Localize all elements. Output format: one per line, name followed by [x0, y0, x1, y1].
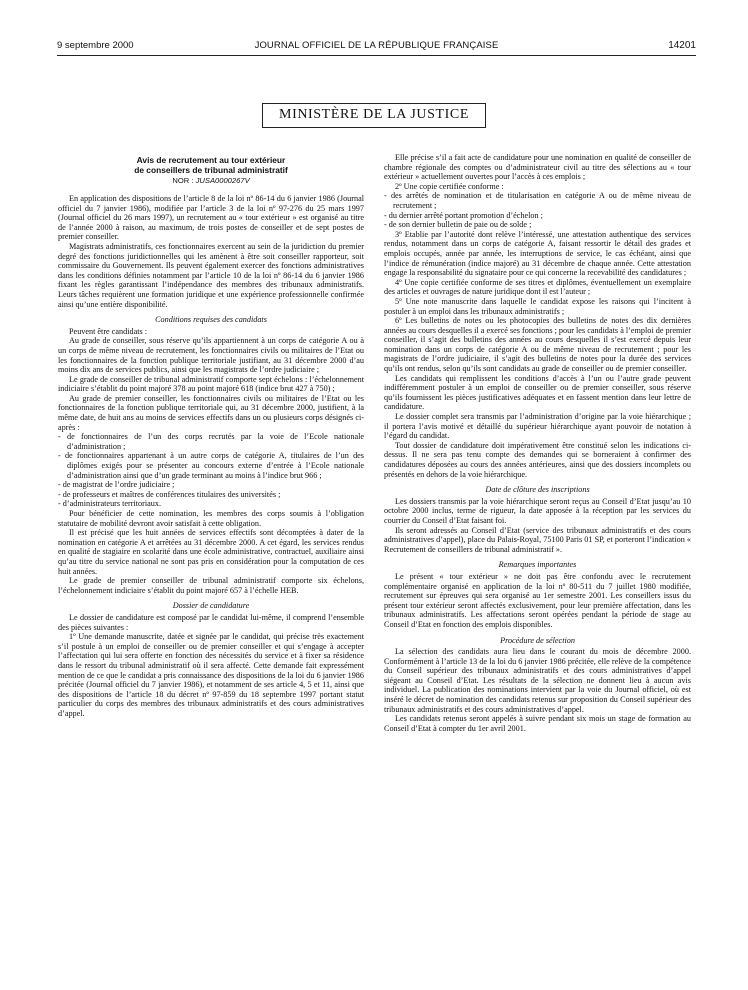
paragraph: Il est précisé que les huit années de services effectifs sont décomptées à dater de la nomination en catégorie A et arrêtées au 31 décembre 2000. A cet égard, les services rendus en qualité de stagiaire en scolarité dans une école administrative, contractuel, auxiliaire ainsi qu’au titre du service national ne sont pas pris en considération pour la computation de ces huit années. — [58, 528, 364, 576]
paragraph: 1º Une demande manuscrite, datée et signée par le candidat, qui précise très exactement s’il postule à un emploi de conseiller ou de premier conseiller et qui s’engage à accepter l’affectation qui lui sera offerte en fonction des nécessités du service et à fixer sa résidence dans le ressort du tribunal administratif où il sera affecté. Cette demande fait expressément mention de ce que le candidat a pris connaissance des dispositions de la loi du 6 janvier 1986 précitée (Journal officiel du 7 janvier 1986), et notamment de ses article 4, 5 et 11, ainsi que des dispositions de l’article 18 du décret nº 97-859 du 18 septembre 1997 portant statut particulier du corps des membres des tribunaux administratifs et des cours administratives d’appel. — [58, 632, 364, 718]
paragraph: Le grade de premier conseiller de tribunal administratif comporte six échelons, l’échelonnement indiciaire s’établit du point majoré 657 à l’échelle HEB. — [58, 576, 364, 595]
section-heading-remarks: Remarques importantes — [498, 560, 577, 570]
list-item: - de fonctionnaires de l’un des corps recrutés par la voie de l’Ecole nationale d’administration ; — [58, 432, 364, 451]
running-head — [57, 40, 696, 52]
corps-list — [58, 432, 364, 509]
header-rule — [57, 55, 696, 56]
paragraph: Les candidats retenus seront appelés à suivre pendant six mois un stage de formation au Conseil d’Etat à compter du 1er avril 2001. — [384, 714, 691, 733]
paragraph: Tout dossier de candidature doit impérativement être constitué selon les indications ci-dessus. Il ne sera pas tenu compte des demandes qui se borneraient à confirmer des candidatures déposées au cours des années antérieures, ainsi que des dossiers incomplets ou présentés en dehors de la voie hiérarchique. — [384, 440, 691, 479]
paragraph: Peuvent être candidats : — [69, 326, 147, 336]
paragraph: 6º Les bulletins de notes ou les photocopies des bulletins de notes des dix dernières années au cours desquelles il a exercé ses fonctions ; pour les candidats à l’emploi de premier conseiller, il s’agit des bulletins des années au cours desquelles il s’est exercé depuis leur nomination dans un corps de catégorie A ou de même niveau de recrutement ; pour les magistrats de l’ordre judiciaire, il s’agit des bulletins de notes pour la durée des services qu’ils ont rendus, selon qu’ils sont candidats au grade de conseiller ou de premier conseiller. — [384, 316, 691, 374]
paragraph: Les candidats qui remplissent les conditions d’accès à l’un ou l’autre grade peuvent indifféremment postuler à un emploi de conseiller ou de premier conseiller, sous réserve qu’ils fournissent les pièces justificatives adéquates et en fassent mention dans leur lettre de candidature. — [384, 373, 691, 412]
section-heading-closing-date: Date de clôture des inscriptions — [485, 485, 590, 495]
nor-label: NOR : — [172, 176, 194, 185]
paragraph: Au grade de conseiller, sous réserve qu’ils appartiennent à un corps de catégorie A ou à un corps de même niveau de recrutement, les fonctionnaires civils ou militaires de l’Etat ou les fonctionnaires de la fonction publique territoriale justifiant, au 31 décembre 2000 d’au moins dix ans de services publics, ainsi que les magistrats de l’ordre judiciaire ; — [58, 336, 364, 375]
paragraph: Magistrats administratifs, ces fonctionnaires exercent au sein de la juridiction du premier degré des fonctions juridictionnelles qui les amènent à être soit conseiller rapporteur, soit commissaire du Gouvernement. Ils peuvent également exercer des fonctions administratives dans les conditions définies notamment par l’article 10 de la loi nº 86-14 du 6 janvier 1986 fixant les règles garantissant l’indépendance des membres des tribunaux administratifs. Leurs tâches requièrent une formation juridique et une expérience professionnelle confirmée ainsi qu’une entière disponibilité. — [58, 241, 364, 309]
paragraph: 3º Etablie par l’autorité dont relève l’intéressé, une attestation authentique des services rendus, notamment dans un corps de catégorie A, faisant ressortir le détail des grades et emplois occupés, année par année, les interruptions de service, le cas échéant, ainsi que l’indice de rémunération (indice majoré) au 31 décembre de chaque année. Cette attestation engage la responsabilité du signataire pour ce qui concerne la recevabilité des candidatures ; — [384, 229, 691, 278]
publication-date: 9 septembre 2000 — [57, 40, 134, 51]
journal-title: JOURNAL OFFICIEL DE LA RÉPUBLIQUE FRANÇAISE — [254, 40, 499, 51]
paragraph: Pour bénéficier de cette nomination, les membres des corps soumis à l’obligation statutaire de mobilité devront avoir satisfait à cette obligation. — [58, 509, 364, 528]
right-column — [384, 153, 691, 733]
section-heading-dossier: Dossier de candidature — [172, 601, 250, 611]
paragraph: Elle précise s’il a fait acte de candidature pour une nomination en qualité de conseiller de chambre régionale des comptes ou d’administrateur civil au titre des sélections au « tour extérieur » actuellement ouvertes pour l’accès à ces emplois ; — [384, 153, 691, 182]
list-item: - du dernier arrêté portant promotion d’échelon ; — [384, 211, 691, 221]
paragraph: La sélection des candidats aura lieu dans le courant du mois de décembre 2000. Conformément à l’article 13 de la loi du 6 janvier 1986 précitée, elle relève de la compétence du Conseil supérieur des tribunaux administratifs et des cours administratives d’appel siégeant au Conseil d’Etat. Les résultats de la sélection ne donnent lieu à aucun avis individuel. La publication des nominations intervient par la voie du Journal officiel, où est inséré le décret de nomination des candidats retenus sur proposition du Conseil supérieur des tribunaux administratifs et des cours administratives d’appel. — [384, 647, 691, 714]
paragraph: Le présent « tour extérieur » ne doit pas être confondu avec le recrutement complémentaire organisé en application de la loi nº 80-511 du 7 juillet 1980 modifiée, recrutement sur épreuves qui sera organisé au 1er semestre 2001. Les conseillers issus du présent tour extérieur seront affectés exclusivement, pour leur première affectation, dans les tribunaux administratifs. Les affectations seront opérées pendant la période de stage au Conseil d’Etat en fonction des emplois disponibles. — [384, 571, 691, 629]
paragraph: 2º Une copie certifiée conforme : — [395, 181, 504, 191]
list-item: - de son dernier bulletin de paie ou de solde ; — [384, 220, 691, 230]
list-item: - de professeurs et maîtres de conférences titulaires des universités ; — [58, 490, 364, 500]
paragraph: Le dossier de candidature est composé par le candidat lui-même, il comprend l’ensemble des pièces suivantes : — [58, 612, 364, 632]
list-item: - de magistrat de l’ordre judiciaire ; — [58, 480, 364, 490]
nor-code: JUSA0000267V — [195, 176, 250, 185]
paragraph: Les dossiers transmis par la voie hiérarchique seront reçus au Conseil d’Etat jusqu’au 10 octobre 2000 inclus, terme de rigueur, la date apposée à la réception par les services du courrier du Conseil d’Etat faisant foi. — [384, 496, 691, 525]
list-item: - d’administrateurs territoriaux. — [58, 499, 364, 509]
notice-title-line-1: Avis de recrutement au tour extérieur — [136, 155, 286, 165]
section-heading-conditions: Conditions requises des candidats — [155, 315, 267, 325]
section-heading-procedure: Procédure de sélection — [500, 635, 575, 645]
paragraph: En application des dispositions de l’article 8 de la loi nº 86-14 du 6 janvier 1986 (Journal officiel du 7 janvier 1986), modifiée par l’article 3 de la loi nº 97-276 du 25 mars 1997 (Journal officiel du 26 mars 1997), un recrutement au « tour extérieur » est organisé au titre de l’année 2000 à raison, au maximum, de trois postes de conseiller et de sept postes de premier conseiller. — [58, 194, 364, 242]
page-number: 14201 — [668, 40, 696, 51]
nor-reference — [58, 176, 364, 186]
paragraph: Au grade de premier conseiller, les fonctionnaires civils ou militaires de l’Etat ou les fonctionnaires de la fonction publique territoriale qui, au 31 décembre 2000, justifient, à la même date, de huit ans au moins de services effectifs dans un ou plusieurs corps désignés ci-après : — [58, 393, 364, 432]
paragraph: 4º Une copie certifiée conforme de ses titres et diplômes, éventuellement un exemplaire des articles et ouvrages de nature juridique dont il est l’auteur ; — [384, 277, 691, 297]
copy-list — [384, 191, 691, 229]
left-column — [58, 155, 364, 718]
list-item: - de fonctionnaires appartenant à un autre corps de catégorie A, titulaires de l’un des diplômes exigés pour se présenter au concours externe d’entrée à l’Ecole nationale d’administration ainsi que d’un grade terminant au moins à l’indice brut 966 ; — [58, 451, 364, 480]
list-item: - des arrêtés de nomination et de titularisation en catégorie A ou de même niveau de recrutement ; — [384, 191, 691, 210]
paragraph: 5º Une note manuscrite dans laquelle le candidat expose les raisons qui l’incitent à postuler à un emploi dans les tribunaux administratifs ; — [384, 296, 691, 316]
notice-title-line-2: de conseillers de tribunal administratif — [134, 165, 288, 175]
ministry-box: MINISTÈRE DE LA JUSTICE — [262, 103, 486, 128]
paragraph: Le dossier complet sera transmis par l’administration d’origine par la voie hiérarchique ; il portera l’avis motivé et détaillé du supérieur hiérarchique ayant pouvoir de notation à l’égard du candidat. — [384, 412, 691, 441]
paragraph: Le grade de conseiller de tribunal administratif comporte sept échelons : l’échelonnement indiciaire s’établit du point majoré 378 au point majoré 618 (indice brut 427 à 750) ; — [58, 374, 364, 394]
paragraph: Ils seront adressés au Conseil d’Etat (service des tribunaux administratifs et des cours administratives d’appel), place du Palais-Royal, 75100 Paris 01 SP, et porteront l’indication « Recrutement de conseillers de tribunal administratif ». — [384, 525, 691, 554]
